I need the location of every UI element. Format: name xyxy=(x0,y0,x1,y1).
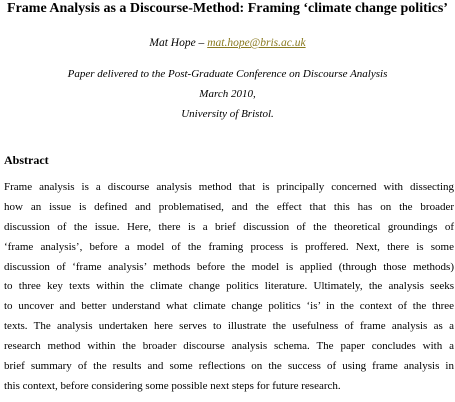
abstract-line: how an issue is defined and problematised, and the effect that this has on the broader xyxy=(4,200,454,213)
abstract-body xyxy=(4,178,454,397)
abstract-line: brief summary of the results and some reflections on the success of using frame analysis in xyxy=(4,360,454,373)
abstract-line: this context, before considering some possible next steps for future research. xyxy=(4,379,341,392)
abstract-line: research method within the broader discourse analysis schema. The paper concludes with a xyxy=(4,340,454,353)
author-email-link[interactable]: mat.hope@bris.ac.uk xyxy=(207,37,306,49)
paper-title: Frame Analysis as a Discourse-Method: Framing ‘climate change politics’ xyxy=(7,1,448,16)
author-line xyxy=(0,35,455,51)
abstract-line: ‘frame analysis’, before a model of the framing process is proffered. Next, there is some xyxy=(4,240,454,253)
abstract-line: Frame analysis is a discourse analysis method that is principally concerned with dissecting xyxy=(4,181,454,193)
abstract-line: to uncover and better understand what climate change politics ‘is’ in the context of the three xyxy=(4,300,454,313)
author-name: Mat Hope – xyxy=(149,37,208,49)
abstract-line: to three key texts within the climate change politics literature. Ultimately, the analysis seeks xyxy=(4,280,454,293)
venue-line-institution: University of Bristol. xyxy=(181,108,274,120)
abstract-line: discussion of ‘frame analysis’ methods before the model is applied (through those methods) xyxy=(4,260,454,273)
abstract-line: discussion of the issue. Here, there is a brief discussion of the theoretical groundings of xyxy=(4,220,454,233)
abstract-heading: Abstract xyxy=(4,153,49,167)
venue-line-date: March 2010, xyxy=(199,88,256,100)
venue-line-conference: Paper delivered to the Post-Graduate Conference on Discourse Analysis xyxy=(67,68,388,80)
abstract-line: texts. The analysis undertaken here serves to illustrate the usefulness of frame analysis as a xyxy=(4,320,454,333)
